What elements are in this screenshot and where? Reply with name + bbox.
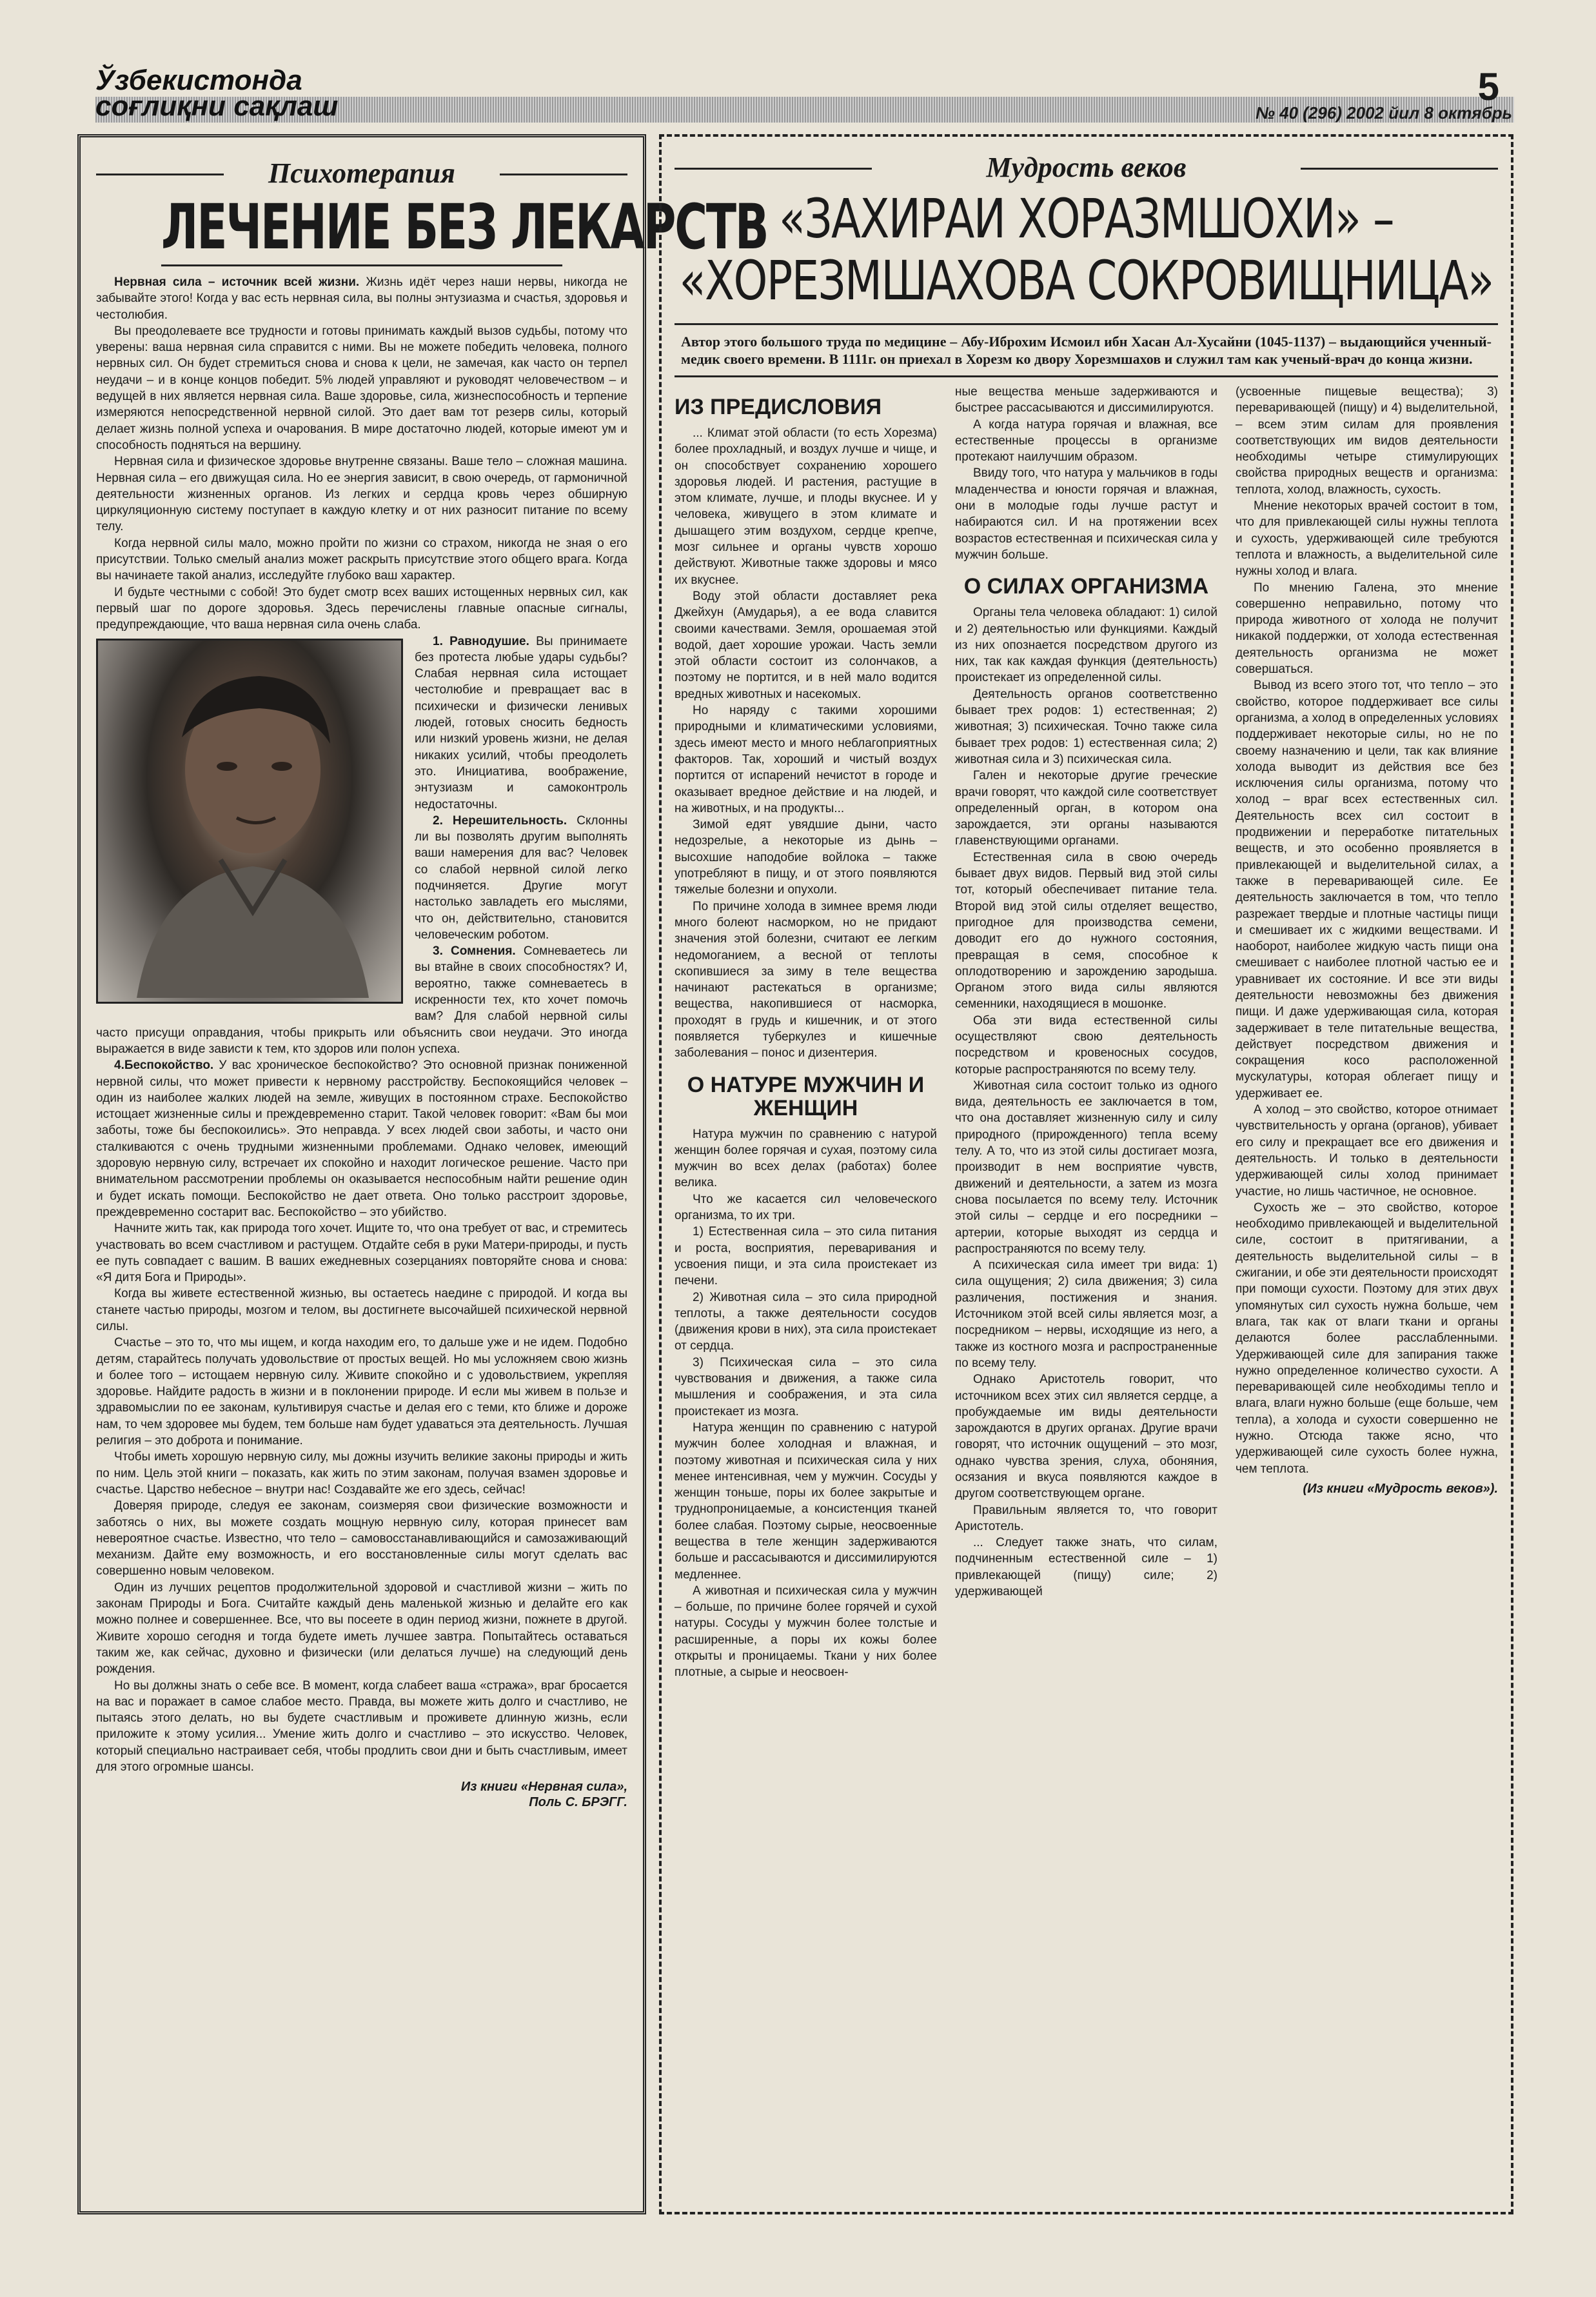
- left-headline: ЛЕЧЕНИЕ БЕЗ ЛЕКАРСТВ: [161, 194, 562, 266]
- paragraph: Когда нервной силы мало, можно пройти по жизни со страхом, никогда не зная о его присутствии. Только смелый анализ может раскрыть присутствие этого общего врага. Когда вы начинаете такой анализ, исследуйте глубоко ваш характер.: [96, 536, 627, 583]
- paragraph: Начните жить так, как природа того хочет. Ищите то, что она требует от вас, и стремитесь участвовать во всем счастливом и растущем. Отдайте себя в руки Матери-природы, и пусть ее путь совпадает с вашим. В ваших ежедневных созерцаниях повторяйте снова и снова: «Я дитя Бога и Природы».: [96, 1222, 627, 1285]
- right-columns: [675, 384, 1498, 1681]
- paragraph: Когда вы живете естественной жизнью, вы остаетесь наедине с природой. И когда вы станете частью природы, мозгом и телом, вы достигнете высочайшей психической нервной силы.: [96, 1287, 627, 1333]
- column-2: [955, 384, 1217, 1681]
- paragraph: Но наряду с такими хорошими природными и климатическими условиями, здесь имеют место и много неблагоприятных факторов. Так, хороший и чистый воздух портится от испарений нечистот в городе и оказывает вредное действие и на людей, и на животных, и на продукты...: [675, 704, 937, 815]
- paragraph: Воду этой области доставляет река Джейхун (Амударья), а ее вода славится своими качествами. Земля, орошаемая этой водой, дает хорошие урожаи. Часть земли этой области состоит из солончаков, а поэтому не портится, и в ней мало водится вредных животных и насекомых.: [675, 589, 937, 701]
- paragraph: Счастье – это то, что мы ищем, и когда находим его, то дальше уже и не идем. Подобно детям, старайтесь получать удовольствие от простых вещей. Но мы усложняем свою жизнь и более того – истощаем нервную силу. Живите спокойно и с удовольствием, укрепляя здоровье. Найдите радость в жизни и в поклонении природе. И если мы живем в пользе и здравомыслии по ее законам, культивируя счастье и делая его с теми, кто ближе и дороже нам, то чем здоровее мы будем, тем больше нам будет удаваться эта деятельность. Лучшая религия – это доброта и понимание.: [96, 1336, 627, 1448]
- paragraph: Натура женщин по сравнению с натурой мужчин более холодная и влажная, и поэтому животная и психическая сила у них менее интенсивная, чем у мужчин. Сосуды у женщин тоньше, поры их более закрытые и труднопроницаемые, а консистенция тканей более слабая. Поэтому сырые, неосвоенные вещества в теле женщин задерживаются больше и рассасываются и диссимилируются медленнее.: [675, 1420, 937, 1582]
- right-headline-line2: «ХОРЕЗМШАХОВА СОКРОВИЩНИЦА»: [679, 249, 1493, 312]
- paragraph: Вывод из всего этого тот, что тепло – это свойство, которое поддерживает все силы организма, а холод в определенных условиях поддерживает некоторые силы, но не по своему назначению и цели, так как влияние холода выводит из действия все без исключения силы организма, потому что холод – враг всех естественных сил. Деятельность всех сил состоит в продвижении и переработке питательных веществ, и это особенно проявляется в привлекающей и выделительной силах, а также в переваривающей силе. Ее деятельность заключается в том, что тепло разрежает твердые и плотные частицы пищи и смешивает их с жидкими веществами. И наоборот, наиболее жидкую часть пищи она смешивает с наиболее плотной частью ее и уравнивает их состояние. И все эти виды деятельности невозможны без движения пищи. И даже удерживающая сила, которая задерживает в теле питательные вещества, действует посредством движения и сокращения косо расположенной мускулатуры, которая облегает пищу и удерживает ее.: [1236, 679, 1498, 1100]
- paragraph: ... Климат этой области (то есть Хорезма) более прохладный, и воздух лучше и чище, и он способствует сохранению хорошего здоровья людей. И растения, растущие в этом климате, лучше, и плоды вкуснее. И у человека, живущего в этом климате и дышащего этим воздухом, сердце крепче, мозг сильнее и органы чувств хорошо действуют. Животные также здоровы и мясо их вкуснее.: [675, 426, 937, 587]
- paragraph: Однако Аристотель говорит, что источником всех этих сил является сердце, а пробуждаемые им виды деятельности зарождаются в других органах. Другие врачи говорят, что источник ощущений – это мозг, однако чувства зрения, слуха, обоняния, осязания и вкуса появляются каждое в другом соответствующем органе.: [955, 1373, 1217, 1501]
- paragraph: ... Следует также знать, что силам, подчиненным естественной силе – 1) привлекающей (пищу) силе; 2) удерживающей: [955, 1536, 1217, 1599]
- paragraph: Органы тела человека обладают: 1) силой и 2) деятельностью или функциями. Каждый из них опознается посредством другого из них, так как каждая функция (деятельность) проистекает из определенной силы.: [955, 606, 1217, 685]
- paragraph: Чтобы иметь хорошую нервную силу, мы дожны изучить великие законы природы и жить по ним. Цель этой книги – показать, как жить по этим законам, получая взамен здоровье и счастье. Царство небесное – внутри нас! Создавайте же его здесь, сейчас!: [96, 1450, 627, 1497]
- issue-info: № 40 (296) 2002 йил 8 октябрь: [1256, 103, 1512, 123]
- paragraph: Вы преодолеваете все трудности и готовы принимать каждый вызов судьбы, потому что уверены: ваша нервная сила справится с ними. Вы не можете победить человека, полного нервных сил. Он будет стремиться снова и снова к цели, не замечая, как часто он терпел неудачи – и в конце концов победит. 5% людей управляют и руководят человечеством – и ведущей в них является нервная сила. Ваше здоровье, сила, жизнеспособность и терпение измеряются непосредственной нервной силой. Это дает вам тот резерв силы, который делает жизнь полной успеха и очарования. В мире достаточно людей, которые имеют ум и способность подняться на вершину.: [96, 324, 627, 452]
- section-title: 3. Сомнения.: [433, 944, 516, 959]
- paragraph: Один из лучших рецептов продолжительной здоровой и счастливой жизни – жить по законам Природы и Бога. Считайте каждый день маленькой жизнью и делайте его как можно полнее и совершеннее. Все, что вы посеете в один период жизни, пожнете в другой. Живите хорошо сегодня и тогда будете иметь лучшее завтра. Попытайтесь оставаться таким же, как сейчас, духовно и физически (или делаться лучше) на следующий день рождения.: [96, 1580, 627, 1676]
- right-lede: Автор этого большого труда по медицине – Абу-Иброхим Исмоил ибн Хасан Ал-Хусайни (1045-1137) – выдающийся ученный-медик своего времени. В 1111г. он приехал в Хорезм ко двору Хорезмшахов и служил там как ученый-врач до конца жизни.: [675, 323, 1498, 377]
- paragraph: А психическая сила имеет три вида: 1) сила ощущения; 2) сила движения; 3) сила различения, постижения и знания. Источником этой всей силы является мозг, а посредником – нервы, исходящие из него, а также из костного мозга и распространенные по всему телу.: [955, 1258, 1217, 1370]
- section-title: О НАТУРЕ МУЖЧИН И ЖЕНЩИН: [687, 1072, 925, 1120]
- paragraph: А холод – это свойство, которое отнимает чувствительность у органа (органов), убивает его силу и прекращает все его движения и деятельность. И только в деятельности удерживающей силы холод принимает участие, но лишь частичное, не основное.: [1236, 1103, 1498, 1198]
- paragraph: По мнению Галена, это мнение совершенно неправильно, потому что природа животного от холода не получит никакой поддержки, от холода естественная деятельность организма не может совершаться.: [1236, 581, 1498, 677]
- paragraph: У вас хроническое беспокойство? Это основной признак пониженной нервной силы, что может привести к нервному расстройству. Беспокоящийся человек – один из наиболее жалких людей на земле, живущих в постоянном страхе. Беспокойство истощает жизненные силы и преждевременно старит. Такой человек говорит: «Вам бы мои заботы, тоже бы беспокоились». Это неправда. У всех людей свои заботы, и часто они сталкиваются с очень трудными жизненными проблемами. Однако человек, имеющий здоровую нервную силу, встречает их спокойно и находит логическое решение. Часто при внимательном рассмотрении проблемы он оказывается неспособным найти решение один и будет искать помощи. Беспокойство не дает ответа. Оно только расстроит здоровье, преждевременно состарит вас. Беспокойство – это убийство.: [96, 1059, 627, 1219]
- column-3: [1236, 384, 1498, 1681]
- paragraph: Склонны ли вы позволять другим выполнять ваши намерения для вас? Человек со слабой нервной силой легко подчиняется. Другие могут настолько завладеть его мыслями, что он, действительно, становится человеческим роботом.: [415, 813, 627, 942]
- paragraph: (усвоенные пищевые вещества); 3) переваривающей (пищу) и 4) выделительной, – всем этим силам для проявления соответствующих им видов деятельности необходимы четыре стимулирующих свойства природных веществ и организма: теплота, холод, влажность, сухость.: [1236, 385, 1498, 497]
- portrait-photo: [96, 639, 403, 1004]
- left-rubric: Психотерапия: [96, 157, 627, 190]
- paragraph: И будьте честными с собой! Это будет смотр всех ваших истощенных нервных сил, как первый шаг по дороге здоровья. Здесь перечислены главные опасные сигналы, предупреждающие, что ваша нервная сила очень слаба.: [96, 585, 627, 632]
- right-article: [659, 134, 1513, 2214]
- paragraph: 1) Естественная сила – это сила питания и роста, восприятия, переваривания и усвоения пищи, и эта сила проистекает из печени.: [675, 1225, 937, 1288]
- paragraph: Мнение некоторых врачей состоит в том, что для привлекающей силы нужны теплота и сухость, удерживающей силе требуются теплота и влажность, а выделительной силе нужны холод и влага.: [1236, 499, 1498, 579]
- paragraph: Нервная сила и физическое здоровье внутренне связаны. Ваше тело – сложная машина. Нервная сила – его движущая сила. Но ее энергия зависит, в свою очередь, от гармоничной деятельности жизненных органов. Из легких и сердца кровь через обширную циркуляционную систему поступает в каждую клетку и от них разносит питание по всему телу.: [96, 455, 627, 534]
- paragraph: Правильным является то, что говорит Аристотель.: [955, 1503, 1217, 1533]
- paragraph: Ввиду того, что натура у мальчиков в годы младенчества и юности горячая и влажная, они в молодые годы лучше растут и набираются сил. И на протяжении всех возрастов естественная и психическая сила у мужчин больше.: [955, 466, 1217, 562]
- paragraph: А животная и психическая сила у мужчин – больше, по причине более горячей и сухой натуры. Сосуды у мужчин более толстые и расширенные, а поры их кожы более открыты и проницаемы. Ткани у них более плотные, а сырые и неосвоен-: [675, 1584, 937, 1680]
- lead-bold: Нервная сила – источник всей жизни.: [114, 275, 360, 289]
- paragraph: Но вы должны знать о себе все. В момент, когда слабеет ваша «стража», враг бросается на вас и поражает в самое слабое место. Правда, вы можете жить долго и счастливо, не пытаясь этого делать, но вы будете счастливым и проживете длинную жизнь, если приложите к этому усилия... Умение жить долго и счастливо – это искусство. Человек, который специально настраивает себя, чтобы продлить свои дни и быть счастливым, имеет для этого огромные шансы.: [96, 1678, 627, 1775]
- paragraph: А когда натура горячая и влажная, все естественные процессы в организме протекают наилучшим образом.: [955, 417, 1217, 464]
- source: Из книги «Нервная сила»,: [460, 1780, 627, 1795]
- left-body: [96, 274, 627, 1810]
- section-title: 4.Беспокойство.: [114, 1059, 214, 1073]
- paragraph: Гален и некоторые другие греческие врачи говорят, что каждой силе соответствует определенный орган, в котором она зарождается, эти органы называются главенствующими органами.: [955, 769, 1217, 848]
- section-title: 1. Равнодушие.: [433, 634, 529, 648]
- paragraph: Деятельность органов соответственно бывает трех родов: 1) естественная; 2) животная; 3) психическая. Точно также сила бывает трех родов: 1) естественная сила; 2) животная сила и 3) психическая сила.: [955, 687, 1217, 766]
- page-number: 5: [1477, 65, 1499, 108]
- section-title: ИЗ ПРЕДИСЛОВИЯ: [675, 395, 882, 419]
- paragraph: Жизнь идёт через наши нервы, никогда не забывайте этого! Когда у вас есть нервная сила, вы полны энтузиазма и счастья, здоровья и честолюбия.: [96, 275, 628, 322]
- paragraph: Что же касается сил человеческого организма, то их три.: [675, 1192, 937, 1223]
- paragraph: Доверяя природе, следуя ее законам, соизмеряя свои физические возможности и заботясь о них, вы можете создать мощную нервную силу, которая принесет вам невероятное счастье. Известно, что тело – самовосстанавливающийся и самозаживающий механизм. Дайте ему возможность, и его восстановленные силы могут сделать вас совершенно новым человеком.: [96, 1499, 627, 1578]
- right-source: (Из книги «Мудрость веков»).: [1303, 1481, 1498, 1496]
- left-article: [77, 134, 768, 2214]
- masthead-line2: соғлиқни сақлаш: [95, 90, 339, 122]
- author: Поль С. БРЭГГ.: [529, 1795, 627, 1810]
- paragraph: 3) Психическая сила – это сила чувствования и движения, а также сила мышления и соображения, и эта сила проистекает из мозга.: [675, 1355, 937, 1418]
- portrait-figure: [98, 641, 397, 998]
- paragraph: Естественная сила в свою очередь бывает двух видов. Первый вид этой силы тот, который обеспечивает питание тела. Второй вид этой силы отделяет вещество, пригодное для производства семени, доводит его до нужного состояния, превращая в семя, способное к оплодотворению и зарождению зародыша. Органом этого вида силы являются семенники, находящиеся в мошонке.: [955, 850, 1217, 1011]
- paragraph: Вы принимаете без протеста любые удары судьбы? Слабая нервная сила истощает честолюбие и превращает вас в психически и физически ленивых людей, готовых сносить бедность или низкий уровень жизни, не делая никаких усилий, чтобы преодолеть это. Инициатива, воображение, энтузиазм и самоконтроль недостаточны.: [415, 634, 627, 811]
- paragraph: По причине холода в зимнее время люди много болеют насморком, но не придают значения этой болезни, считают ее легким недомоганием, а весной от теплоты скопившиеся за зиму в теле вещества начинают растекаться в организме; вещества, накопившиеся от насморка, проходят в грудь и кишечник, и от этого появляется туберкулез и кишечные заболевания – понос и дизентерия.: [675, 899, 937, 1060]
- masthead: [95, 65, 392, 122]
- paragraph: Сомневаетесь ли вы втайне в своих способностях? И, вероятно, также сомневаетесь в искренности тех, кто хочет помочь вам? Для слабой нервной силы часто присущи оправдания, чтобы прикрыть или объяснить свои неудачи. Это иногда выражается в виде зависти к тем, кто здоров или полон успеха.: [96, 944, 628, 1056]
- paragraph: Зимой едят увядшие дыни, часто недозрелые, а некоторые из дынь – высохшие наподобие войлока – также употребляют в пищу, и от этого появляются тяжелые болезни и опухоли.: [675, 818, 937, 897]
- section-title: 2. Нерешительность.: [433, 813, 567, 828]
- right-headline-line1: «ЗАХИРАИ ХОРАЗМШОХИ» –: [778, 187, 1394, 250]
- paragraph: ные вещества меньше задерживаются и быстрее рассасываются и диссимилируются.: [955, 385, 1217, 415]
- paragraph: Сухость же – это свойство, которое необходимо привлекающей и выделительной силе, состоит в притягивании, а деятельность выделительной силы – в сжигании, и обе эти деятельности происходят при помощи сухости. Поэтому для этих двух упомянутых сил сухость нужна больше, чем влага, так как от влаги ткани и органы делаются более расслабленными. Удерживающей силе для запирания также нужно определенное количество сухости. А переваривающей силе необходимы тепло и влага, влаги нужно больше (еще больше, чем тепла), а холода и сухости совершенно не нужно. Отсюда также ясно, что удерживающей силе сухость более нужна, чем теплота.: [1236, 1200, 1498, 1476]
- column-1: [675, 384, 937, 1681]
- right-rubric: Мудрость веков: [675, 151, 1498, 184]
- section-title: О СИЛАХ ОРГАНИЗМА: [963, 574, 1209, 599]
- paragraph: Животная сила состоит только из одного вида, деятельность ее заключается в том, что она доставляет жизненную силу и силу природного (прирожденного) тепла всему телу. А то, что из этой силы достигает мозга, производит в нем восприятие чувств, движений и деятельности, а затем из мозга снова посылается по всему телу. Источник этой силы – сердце и его посредники – артерии, которые выходят из сердца и распространяются по всему телу.: [955, 1079, 1217, 1256]
- left-signature: [96, 1779, 627, 1810]
- paragraph: Натура мужчин по сравнению с натурой женщин более горячая и сухая, поэтому сила мужчин во всех делах (работах) более велика.: [675, 1127, 937, 1190]
- masthead-line1: Ўзбекистонда: [95, 65, 302, 96]
- paragraph: 2) Животная сила – это сила природной теплоты, а также деятельности сосудов (движения крови в них), эта сила проистекает от сердца.: [675, 1290, 937, 1353]
- paragraph: Оба эти вида естественной силы осуществляют свою деятельность посредством и кровеносных сосудов, которые распространяются по всему телу.: [955, 1013, 1217, 1077]
